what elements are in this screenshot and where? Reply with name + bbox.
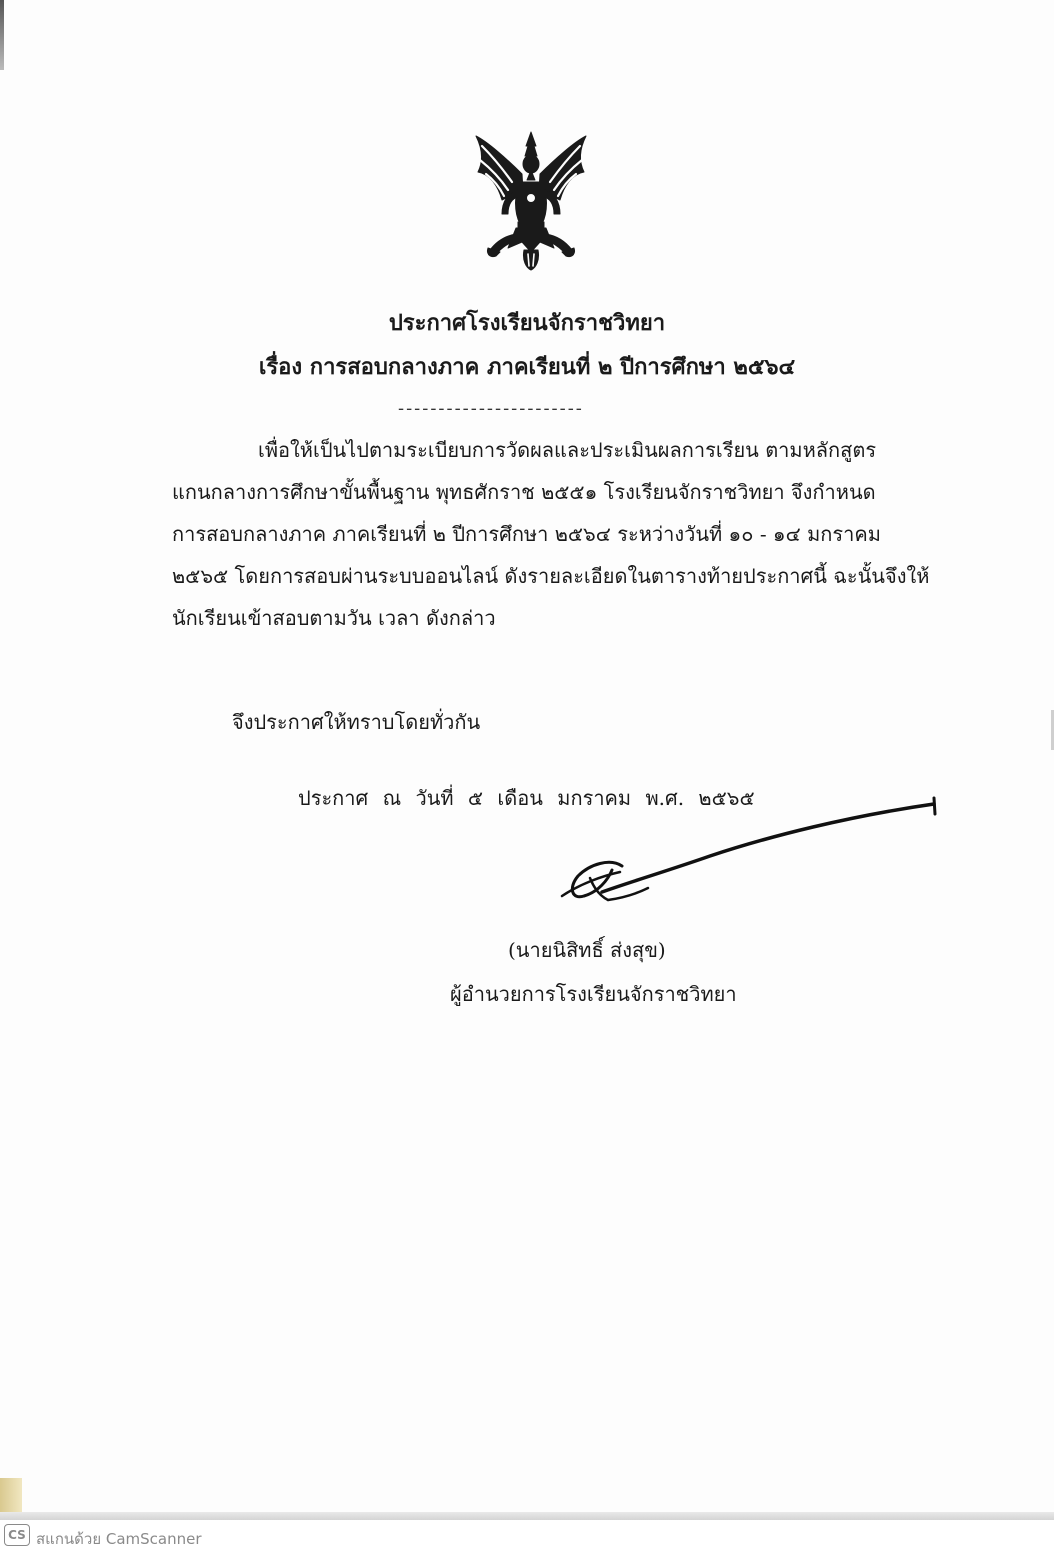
handwritten-signature — [550, 796, 942, 912]
scan-bottom-edge — [0, 1512, 1054, 1520]
announcement-date: ประกาศ ณ วันที่ ๕ เดือน มกราคม พ.ศ. ๒๕๖๕ — [298, 786, 755, 810]
camscanner-logo-icon: CS — [4, 1524, 30, 1546]
body-line: นักเรียนเข้าสอบตามวัน เวลา ดังกล่าว — [172, 606, 496, 630]
body-line: การสอบกลางภาค ภาคเรียนที่ ๒ ปีการศึกษา ๒๕๖๔ ระหว่างวันที่ ๑๐ - ๑๔ มกราคม — [172, 522, 881, 546]
garuda-emblem-icon — [468, 130, 594, 272]
body-line: ๒๕๖๕ โดยการสอบผ่านระบบออนไลน์ ดังรายละเอียดในตารางท้ายประกาศนี้ ฉะนั้นจึงให้ — [172, 564, 930, 588]
body-line: เพื่อให้เป็นไปตามระเบียบการวัดผลและประเมินผลการเรียน ตามหลักสูตร — [258, 438, 877, 462]
body-line: แกนกลางการศึกษาขั้นพื้นฐาน พุทธศักราช ๒๕๕๑ โรงเรียนจักราชวิทยา จึงกำหนด — [172, 480, 876, 504]
camscanner-footer — [0, 1520, 1054, 1554]
signer-name: (นายนิสิทธิ์ ส่งสุข) — [508, 938, 666, 962]
closing-statement: จึงประกาศให้ทราบโดยทั่วกัน — [232, 710, 481, 734]
scan-edge-left — [0, 0, 4, 70]
announcement-title: ประกาศโรงเรียนจักราชวิทยา — [388, 310, 666, 336]
camscanner-watermark-text: สแกนด้วย CamScanner — [36, 1530, 202, 1548]
separator-line: ----------------------- — [398, 398, 584, 419]
announcement-subject: เรื่อง การสอบกลางภาค ภาคเรียนที่ ๒ ปีการศึกษา ๒๕๖๔ — [258, 354, 796, 380]
signer-title: ผู้อำนวยการโรงเรียนจักราชวิทยา — [450, 982, 737, 1006]
